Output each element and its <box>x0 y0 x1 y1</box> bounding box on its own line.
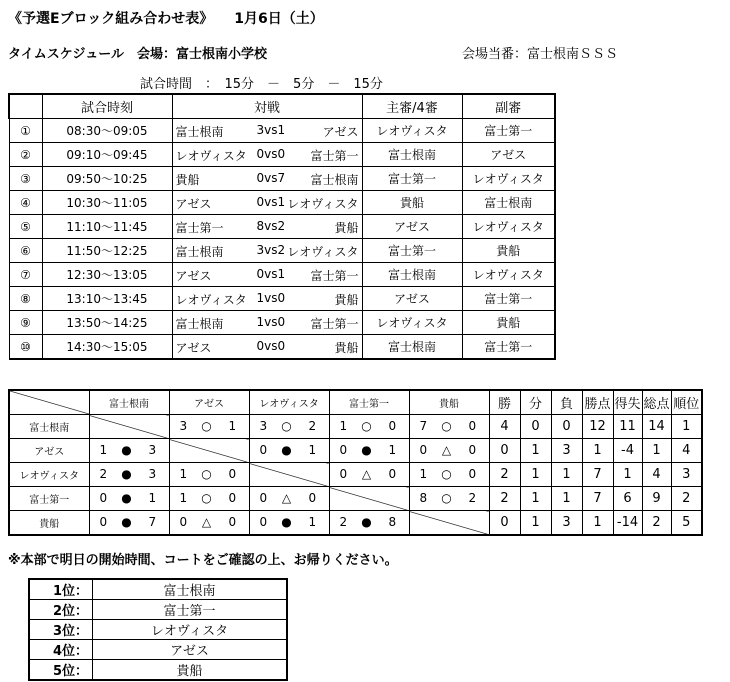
home-team: 富士第一 <box>175 221 224 235</box>
stat-value: -4 <box>613 439 642 463</box>
stat-value: 1 <box>520 487 551 511</box>
standings-col-stat: 負 <box>551 390 582 415</box>
ranking-row <box>29 600 287 620</box>
goals-against: 0 <box>468 443 477 457</box>
match-time: 09:50～10:25 <box>42 167 172 191</box>
standings-header-row <box>9 390 702 415</box>
stat-value: 7 <box>582 487 613 511</box>
assistant-referee: アゼス <box>462 143 555 167</box>
schedule-header-time: 試合時刻 <box>42 94 172 119</box>
match-number: ⑨ <box>9 311 42 335</box>
home-team: 富士根南 <box>175 245 224 259</box>
result-cell <box>409 487 489 511</box>
rank-team: アゼス <box>93 640 288 660</box>
goals-against: 1 <box>388 443 397 457</box>
home-team: レオヴィスタ <box>175 293 247 307</box>
stat-value: 11 <box>613 415 642 439</box>
goals-for: 0 <box>179 515 188 529</box>
rank-team: 貴船 <box>93 660 288 681</box>
match-score: 3vs1 <box>256 123 286 137</box>
match-time: 08:30～09:05 <box>42 119 172 143</box>
result-cell <box>249 511 329 536</box>
standings-row <box>9 511 702 536</box>
standings-col-stat: 分 <box>520 390 551 415</box>
stat-value: 14 <box>642 415 671 439</box>
goals-for: 0 <box>259 491 268 505</box>
standings-row <box>9 463 702 487</box>
goals-for: 1 <box>419 467 428 481</box>
result-mark: △ <box>441 443 452 457</box>
goals-for: 0 <box>259 515 268 529</box>
result-mark: ○ <box>361 419 372 433</box>
match-time: 09:10～09:45 <box>42 143 172 167</box>
result-cell <box>329 415 409 439</box>
match-time: 11:10～11:45 <box>42 215 172 239</box>
match-pairing <box>172 263 362 287</box>
main-referee: レオヴィスタ <box>362 119 462 143</box>
result-mark: △ <box>361 467 372 481</box>
assistant-referee: 富士第一 <box>462 335 555 360</box>
stat-value: 3 <box>671 463 702 487</box>
match-number: ⑧ <box>9 287 42 311</box>
standings-table <box>8 389 703 536</box>
standings-col-stat: 順位 <box>671 390 702 415</box>
match-pairing <box>172 311 362 335</box>
result-cell <box>169 487 249 511</box>
stat-value: 2 <box>671 487 702 511</box>
result-mark: ● <box>121 515 132 529</box>
standings-col-team: アゼス <box>169 390 249 415</box>
stat-value: 1 <box>582 511 613 536</box>
match-time: 10:30～11:05 <box>42 191 172 215</box>
venue-duty: 会場当番：富士根南ＳＳＳ <box>462 47 619 62</box>
stat-value: 1 <box>520 439 551 463</box>
ranking-row <box>29 640 287 660</box>
result-mark: ○ <box>441 491 452 505</box>
rank-label: 1位： <box>29 579 93 600</box>
match-number: ② <box>9 143 42 167</box>
goals-for: 7 <box>419 419 428 433</box>
schedule-table <box>8 93 556 360</box>
result-cell <box>409 439 489 463</box>
standings-col-team: 貴船 <box>409 390 489 415</box>
goals-for: 1 <box>179 491 188 505</box>
match-pairing <box>172 287 362 311</box>
away-team: 貴船 <box>334 221 359 235</box>
goals-for: 0 <box>339 443 348 457</box>
stat-value: 2 <box>642 511 671 536</box>
notice-text: ※本部で明日の開始時間、コートをご確認の上、お帰りください。 <box>8 553 398 568</box>
standings-row-team: レオヴィスタ <box>9 463 89 487</box>
match-pairing <box>172 239 362 263</box>
result-cell <box>169 463 249 487</box>
result-cell <box>89 511 169 536</box>
rank-team: 富士根南 <box>93 579 288 600</box>
result-cell <box>89 487 169 511</box>
result-cell <box>89 439 169 463</box>
goals-against: 0 <box>308 491 317 505</box>
goals-against: 2 <box>308 419 317 433</box>
result-cell <box>249 415 329 439</box>
home-team: アゼス <box>175 341 212 355</box>
match-score: 0vs7 <box>256 171 286 185</box>
result-mark: ○ <box>441 419 452 433</box>
standings-col-team: 富士根南 <box>89 390 169 415</box>
stat-value: 1 <box>520 463 551 487</box>
goals-for: 0 <box>259 443 268 457</box>
standings-row-team: アゼス <box>9 439 89 463</box>
schedule-row <box>9 263 555 287</box>
main-referee: 貴船 <box>362 191 462 215</box>
self-match-cell <box>89 415 169 439</box>
home-team: アゼス <box>175 269 212 283</box>
main-referee: アゼス <box>362 215 462 239</box>
goals-for: 1 <box>339 419 348 433</box>
stat-value: 3 <box>551 511 582 536</box>
standings-row <box>9 439 702 463</box>
rank-team: レオヴィスタ <box>93 620 288 640</box>
goals-against: 3 <box>148 467 157 481</box>
goals-for: 1 <box>99 443 108 457</box>
stat-value: 2 <box>489 463 520 487</box>
rank-label: 3位： <box>29 620 93 640</box>
away-team: レオヴィスタ <box>287 245 359 259</box>
rank-label: 5位： <box>29 660 93 681</box>
assistant-referee: レオヴィスタ <box>462 215 555 239</box>
match-time: 12:30～13:05 <box>42 263 172 287</box>
match-pairing <box>172 143 362 167</box>
assistant-referee: 貴船 <box>462 311 555 335</box>
schedule-row <box>9 167 555 191</box>
assistant-referee: 貴船 <box>462 239 555 263</box>
stat-value: 2 <box>489 487 520 511</box>
result-mark: ○ <box>281 419 292 433</box>
away-team: 貴船 <box>334 293 359 307</box>
goals-against: 1 <box>308 515 317 529</box>
stat-value: 4 <box>671 439 702 463</box>
result-cell <box>169 511 249 536</box>
stat-value: 4 <box>642 463 671 487</box>
result-cell <box>329 511 409 536</box>
goals-for: 2 <box>99 467 108 481</box>
rank-label: 4位： <box>29 640 93 660</box>
match-score: 1vs0 <box>256 291 286 305</box>
standings-col-team: レオヴィスタ <box>249 390 329 415</box>
goals-against: 7 <box>148 515 157 529</box>
result-cell <box>329 463 409 487</box>
match-time: 13:10～13:45 <box>42 287 172 311</box>
rank-label: 2位： <box>29 600 93 620</box>
schedule-header-row <box>9 94 555 119</box>
schedule-row <box>9 143 555 167</box>
result-mark: ● <box>361 515 372 529</box>
goals-against: 2 <box>468 491 477 505</box>
away-team: レオヴィスタ <box>287 197 359 211</box>
result-mark: ● <box>281 443 292 457</box>
assistant-referee: 富士第一 <box>462 119 555 143</box>
match-score: 0vs1 <box>256 267 286 281</box>
stat-value: 5 <box>671 511 702 536</box>
match-number: ⑩ <box>9 335 42 360</box>
main-referee: 富士第一 <box>362 167 462 191</box>
match-pairing <box>172 215 362 239</box>
match-pairing <box>172 119 362 143</box>
stat-value: 12 <box>582 415 613 439</box>
goals-for: 0 <box>99 515 108 529</box>
result-mark: ○ <box>201 491 212 505</box>
standings-row <box>9 487 702 511</box>
standings-corner <box>9 390 89 415</box>
result-mark: △ <box>201 515 212 529</box>
match-number: ⑦ <box>9 263 42 287</box>
stat-value: 1 <box>671 415 702 439</box>
stat-value: 0 <box>551 415 582 439</box>
away-team: 富士第一 <box>310 317 359 331</box>
away-team: アゼス <box>322 125 359 139</box>
result-mark: ○ <box>441 467 452 481</box>
main-referee: レオヴィスタ <box>362 311 462 335</box>
assistant-referee: レオヴィスタ <box>462 167 555 191</box>
standings-col-stat: 得失 <box>613 390 642 415</box>
goals-against: 3 <box>148 443 157 457</box>
match-number: ③ <box>9 167 42 191</box>
goals-against: 0 <box>228 515 237 529</box>
away-team: 富士根南 <box>310 173 359 187</box>
self-match-cell <box>249 463 329 487</box>
home-team: レオヴィスタ <box>175 149 247 163</box>
goals-against: 0 <box>228 467 237 481</box>
schedule-row <box>9 119 555 143</box>
standings-col-stat: 勝点 <box>582 390 613 415</box>
away-team: 貴船 <box>334 341 359 355</box>
home-team: 貴船 <box>175 173 200 187</box>
schedule-row <box>9 239 555 263</box>
match-format: 試合時間 ： 15分 － 5分 － 15分 <box>140 77 383 92</box>
schedule-header-match: 対戦 <box>172 94 362 119</box>
goals-for: 3 <box>259 419 268 433</box>
ranking-row <box>29 620 287 640</box>
stat-value: 4 <box>489 415 520 439</box>
goals-against: 1 <box>148 491 157 505</box>
match-number: ① <box>9 119 42 143</box>
match-pairing <box>172 167 362 191</box>
result-cell <box>409 415 489 439</box>
match-time: 11:50～12:25 <box>42 239 172 263</box>
goals-against: 1 <box>308 443 317 457</box>
schedule-row <box>9 215 555 239</box>
schedule-label: タイムスケジュール 会場：富士根南小学校 <box>8 47 267 62</box>
goals-for: 0 <box>339 467 348 481</box>
page-title: 《予選Eブロック組み合わせ表》 1月6日（土） <box>8 11 324 27</box>
stat-value: -14 <box>613 511 642 536</box>
standings-col-stat: 総点 <box>642 390 671 415</box>
schedule-header-referee: 主審/4審 <box>362 94 462 119</box>
result-cell <box>409 463 489 487</box>
stat-value: 1 <box>613 463 642 487</box>
match-number: ④ <box>9 191 42 215</box>
match-score: 0vs0 <box>256 147 286 161</box>
schedule-header-no <box>9 94 42 119</box>
home-team: アゼス <box>175 197 212 211</box>
match-score: 3vs2 <box>256 243 286 257</box>
stat-value: 0 <box>489 439 520 463</box>
match-score: 0vs0 <box>256 339 286 353</box>
goals-against: 1 <box>228 419 237 433</box>
goals-against: 0 <box>388 467 397 481</box>
standings-row-team: 貴船 <box>9 511 89 536</box>
standings-col-team: 富士第一 <box>329 390 409 415</box>
result-cell <box>329 439 409 463</box>
stat-value: 1 <box>551 487 582 511</box>
goals-against: 0 <box>228 491 237 505</box>
standings-row <box>9 415 702 439</box>
goals-against: 0 <box>468 419 477 433</box>
standings-row-team: 富士第一 <box>9 487 89 511</box>
match-number: ⑥ <box>9 239 42 263</box>
stat-value: 0 <box>520 415 551 439</box>
result-mark: ● <box>361 443 372 457</box>
match-pairing <box>172 335 362 360</box>
goals-for: 8 <box>419 491 428 505</box>
result-cell <box>249 439 329 463</box>
home-team: 富士根南 <box>175 125 224 139</box>
away-team: 富士第一 <box>310 269 359 283</box>
stat-value: 7 <box>582 463 613 487</box>
result-mark: ○ <box>201 467 212 481</box>
schedule-row <box>9 335 555 360</box>
ranking-row <box>29 660 287 681</box>
result-mark: ● <box>121 491 132 505</box>
stat-value: 3 <box>551 439 582 463</box>
goals-for: 0 <box>99 491 108 505</box>
result-cell <box>89 463 169 487</box>
schedule-row <box>9 191 555 215</box>
match-time: 13:50～14:25 <box>42 311 172 335</box>
match-time: 14:30～15:05 <box>42 335 172 360</box>
result-mark: ● <box>121 443 132 457</box>
schedule-header-assistant: 副審 <box>462 94 555 119</box>
stat-value: 1 <box>642 439 671 463</box>
standings-col-stat: 勝 <box>489 390 520 415</box>
goals-against: 0 <box>468 467 477 481</box>
assistant-referee: レオヴィスタ <box>462 263 555 287</box>
assistant-referee: 富士第一 <box>462 287 555 311</box>
self-match-cell <box>329 487 409 511</box>
main-referee: アゼス <box>362 287 462 311</box>
assistant-referee: 富士根南 <box>462 191 555 215</box>
schedule-row <box>9 287 555 311</box>
schedule-row <box>9 311 555 335</box>
goals-against: 8 <box>388 515 397 529</box>
match-pairing <box>172 191 362 215</box>
result-mark: ● <box>281 515 292 529</box>
main-referee: 富士根南 <box>362 335 462 360</box>
ranking-row <box>29 579 287 600</box>
result-cell <box>249 487 329 511</box>
stat-value: 0 <box>489 511 520 536</box>
goals-for: 2 <box>339 515 348 529</box>
match-score: 0vs1 <box>256 195 286 209</box>
goals-for: 1 <box>179 467 188 481</box>
result-mark: △ <box>281 491 292 505</box>
result-cell <box>169 415 249 439</box>
goals-for: 3 <box>179 419 188 433</box>
main-referee: 富士根南 <box>362 143 462 167</box>
main-referee: 富士根南 <box>362 263 462 287</box>
self-match-cell <box>169 439 249 463</box>
result-mark: ○ <box>201 419 212 433</box>
away-team: 富士第一 <box>310 149 359 163</box>
standings-row-team: 富士根南 <box>9 415 89 439</box>
stat-value: 1 <box>520 511 551 536</box>
self-match-cell <box>409 511 489 536</box>
rank-team: 富士第一 <box>93 600 288 620</box>
stat-value: 9 <box>642 487 671 511</box>
main-referee: 富士第一 <box>362 239 462 263</box>
goals-against: 0 <box>388 419 397 433</box>
match-number: ⑤ <box>9 215 42 239</box>
goals-for: 0 <box>419 443 428 457</box>
match-score: 1vs0 <box>256 315 286 329</box>
final-ranking-table <box>28 578 288 681</box>
stat-value: 6 <box>613 487 642 511</box>
home-team: 富士根南 <box>175 317 224 331</box>
match-score: 8vs2 <box>256 219 286 233</box>
result-mark: ● <box>121 467 132 481</box>
stat-value: 1 <box>582 439 613 463</box>
stat-value: 1 <box>551 463 582 487</box>
